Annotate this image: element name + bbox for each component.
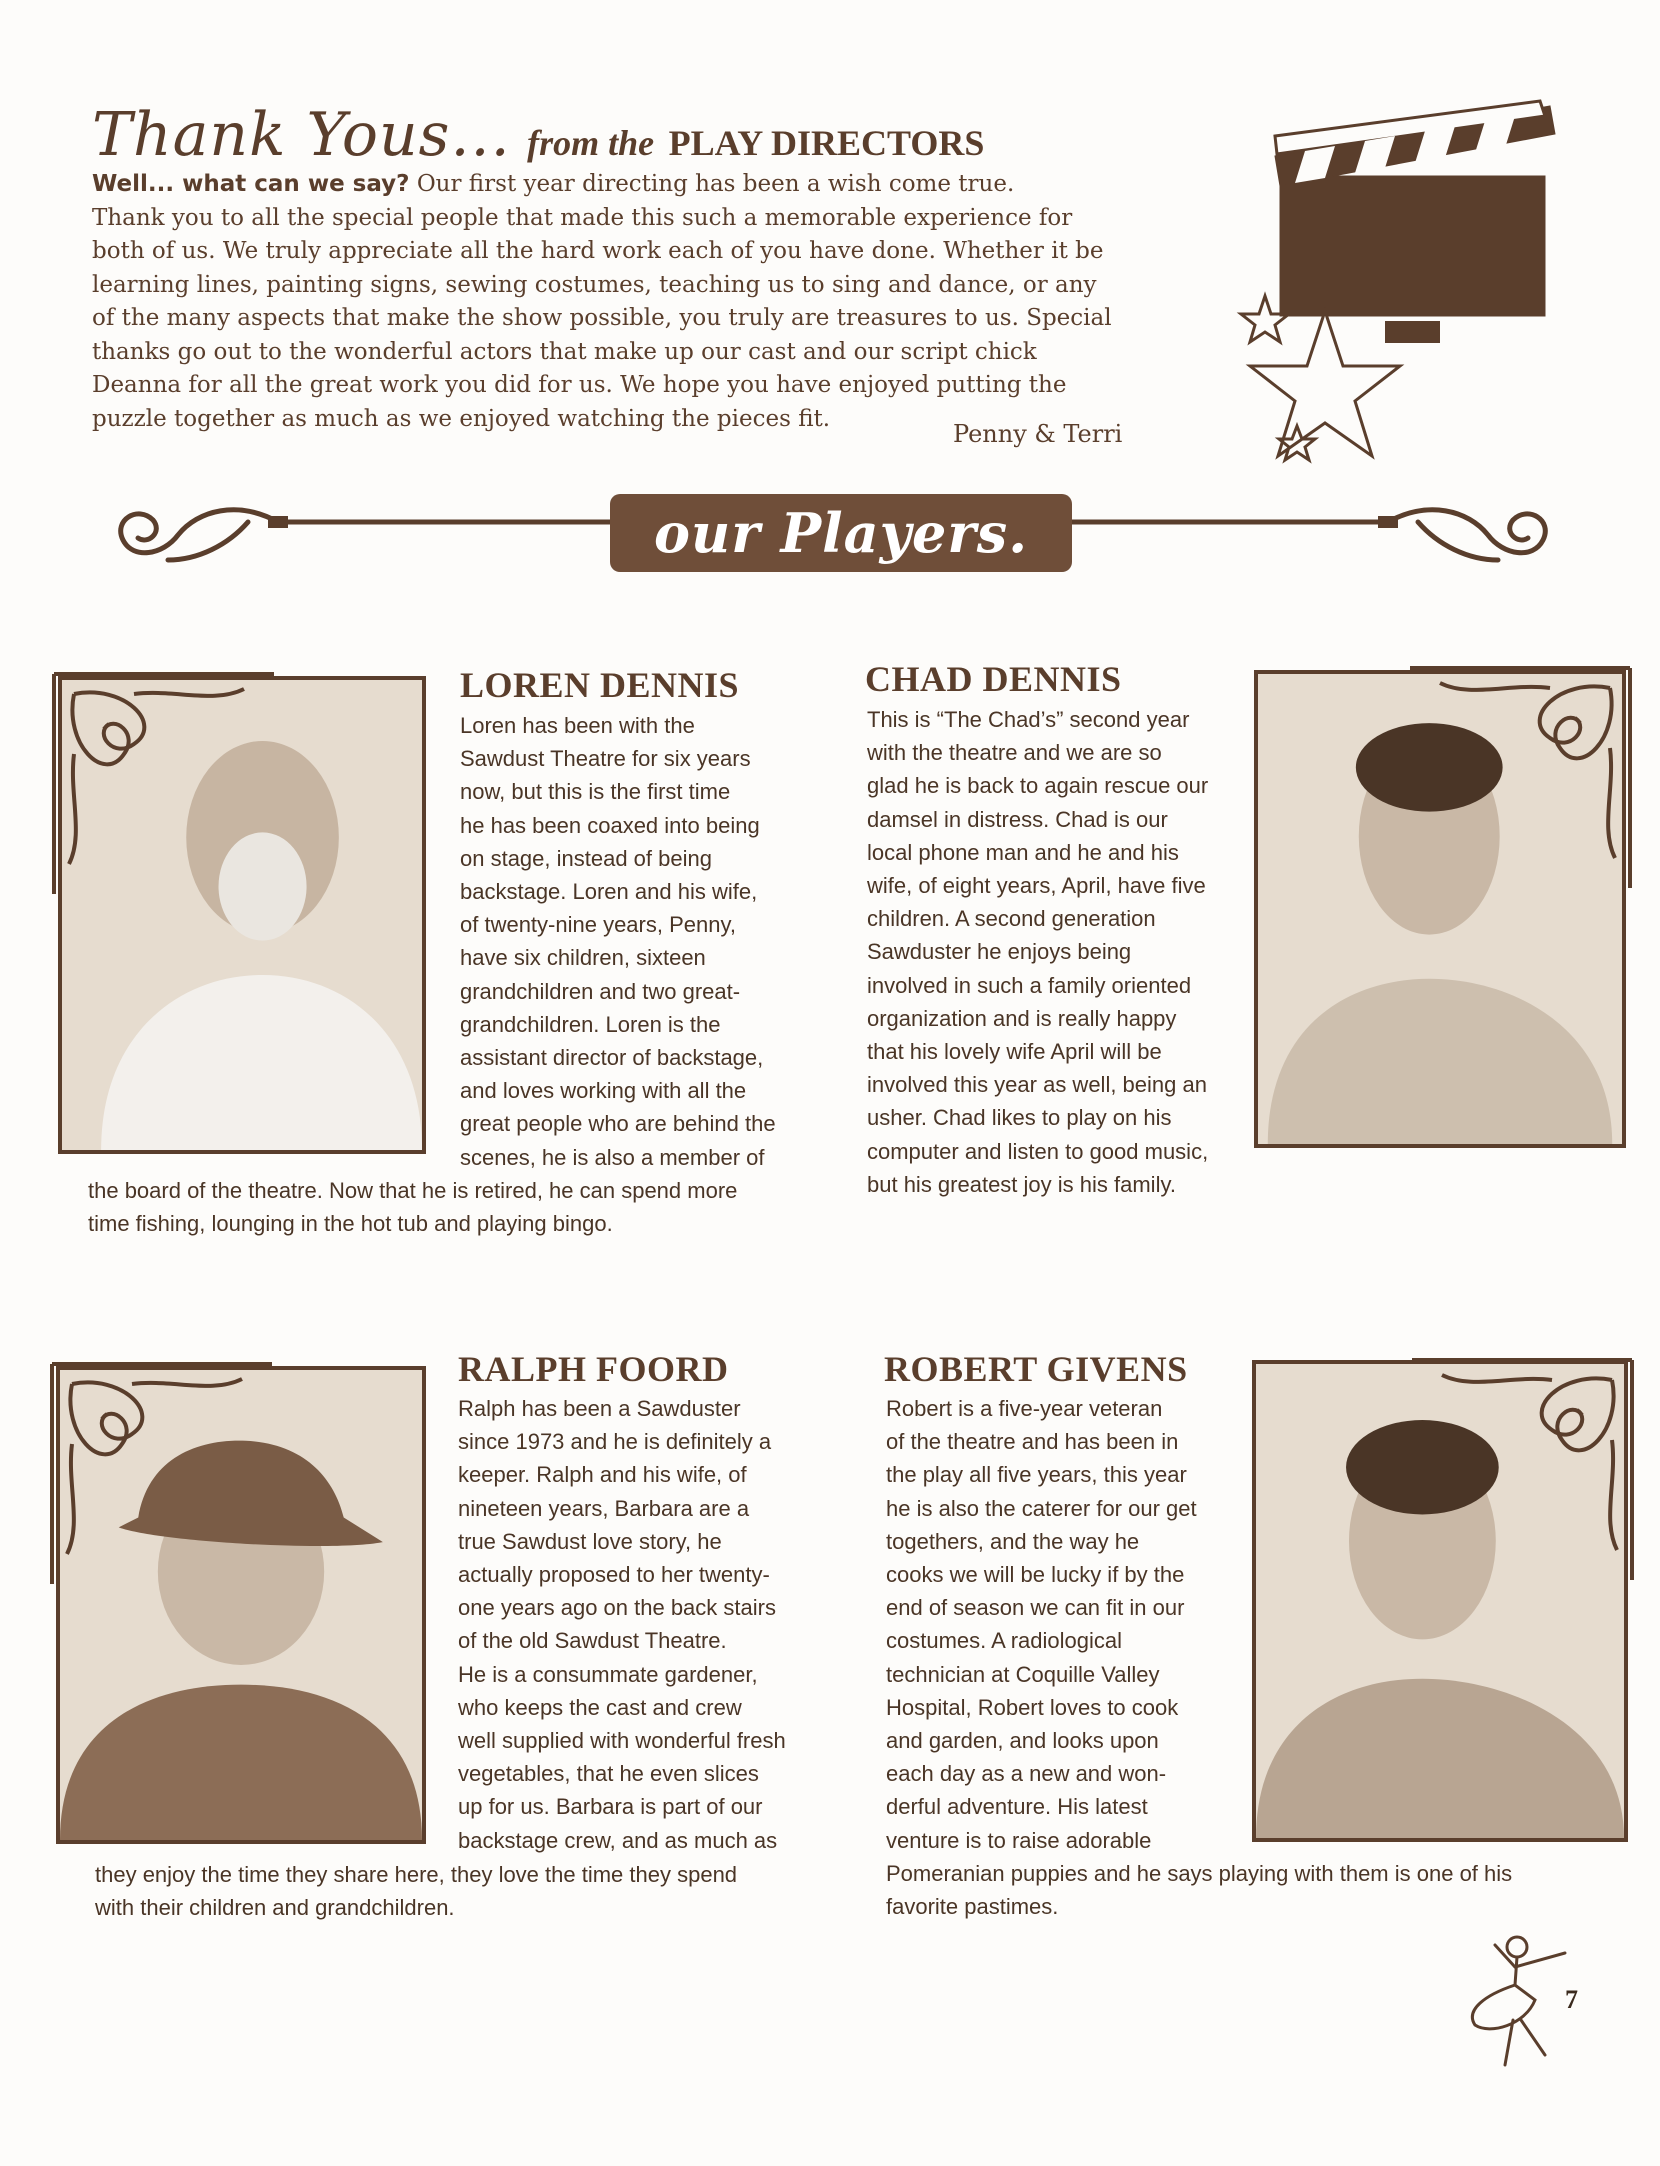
bio-line: glad he is back to again rescue our <box>867 773 1209 799</box>
player-bio <box>458 1392 786 1857</box>
bio-line: Sawduster he enjoys being <box>867 939 1132 965</box>
bio-line: one years ago on the back stairs <box>458 1595 776 1621</box>
thanks-line-text: Our first year directing has been a wish come true. <box>409 171 1015 197</box>
bio-line: Hospital, Robert loves to cook <box>886 1694 1179 1720</box>
portrait-placeholder-icon <box>1258 674 1622 1144</box>
players-banner: our Players. <box>610 494 1072 572</box>
bio-line: assistant director of backstage, <box>460 1045 764 1071</box>
ralph-photo <box>56 1366 426 1844</box>
bio-line: time fishing, lounging in the hot tub and playing bingo. <box>88 1211 613 1237</box>
bio-line: Pomeranian puppies and he says playing with them is one of his <box>886 1860 1513 1886</box>
bio-line: with the theatre and we are so <box>867 740 1162 766</box>
bio-line: he has been coaxed into being <box>460 812 760 838</box>
thanks-line: puzzle together as much as we enjoyed watching the pieces fit. <box>92 405 831 432</box>
bio-line: have six children, sixteen <box>460 945 706 971</box>
player-bio-continued <box>88 1174 737 1240</box>
bio-line: but his greatest joy is his family. <box>867 1171 1176 1197</box>
bio-line: technician at Coquille Valley <box>886 1661 1160 1687</box>
bio-line: well supplied with wonderful fresh <box>458 1728 786 1754</box>
player-bio-continued <box>95 1858 737 1924</box>
bio-line: backstage crew, and as much as <box>458 1827 778 1853</box>
bio-line: he is also the caterer for our get <box>886 1495 1197 1521</box>
player-name: ROBERT GIVENS <box>884 1349 1188 1389</box>
bio-line: involved in such a family oriented <box>867 972 1192 998</box>
bio-line: keeper. Ralph and his wife, of <box>458 1462 747 1488</box>
bio-line: on stage, instead of being <box>460 845 712 871</box>
bio-line: involved this year as well, being an <box>867 1072 1207 1098</box>
bio-line: favorite pastimes. <box>886 1894 1059 1920</box>
bio-line: damsel in distress. Chad is our <box>867 806 1168 832</box>
bio-line: nineteen years, Barbara are a <box>458 1495 750 1521</box>
bio-line: with their children and grandchildren. <box>95 1895 455 1921</box>
thanks-line: Thank you to all the special people that made this such a memorable experience for <box>92 204 1073 231</box>
robert-photo <box>1252 1360 1628 1842</box>
bio-line: great people who are behind the <box>460 1111 776 1137</box>
player-name: LOREN DENNIS <box>460 665 740 705</box>
bio-line: venture is to raise adorable <box>886 1827 1152 1853</box>
bio-line: costumes. A radiological <box>886 1628 1123 1654</box>
player-name: RALPH FOORD <box>458 1349 729 1389</box>
bio-line: grandchildren. Loren is the <box>460 1011 721 1037</box>
bio-line: computer and listen to good music, <box>867 1138 1209 1164</box>
bio-line: organization and is really happy <box>867 1005 1177 1031</box>
thanks-lead: Well... what can we say? <box>92 171 410 197</box>
chad-photo <box>1254 670 1626 1148</box>
bio-line: Sawdust Theatre for six years <box>460 746 751 772</box>
thanks-line: Deanna for all the great work you did for us. We hope you have enjoyed putting the <box>92 372 1067 398</box>
bio-line: scenes, he is also a member of <box>460 1144 765 1170</box>
bio-line: Robert is a five-year veteran <box>886 1396 1163 1421</box>
bio-line: Ralph has been a Sawduster <box>458 1396 741 1421</box>
bio-line: and loves working with all the <box>460 1078 747 1104</box>
bio-line: Loren has been with the <box>460 713 695 738</box>
bio-line: up for us. Barbara is part of our <box>458 1794 763 1820</box>
thanks-line: of the many aspects that make the show possible, you truly are treasures to us. Special <box>92 305 1112 331</box>
thanks-directors-text: PLAY DIRECTORS <box>668 123 985 163</box>
bio-line: backstage. Loren and his wife, <box>460 879 758 905</box>
bio-line: This is “The Chad’s” second year <box>867 707 1190 732</box>
bio-line: of the old Sawdust Theatre. <box>458 1628 727 1654</box>
bio-line: of twenty-nine years, Penny, <box>460 912 736 938</box>
bio-line: usher. Chad likes to play on his <box>867 1105 1172 1131</box>
bio-line: derful adventure. His latest <box>886 1794 1148 1820</box>
thanks-script-title: Thank Yous... <box>92 100 511 170</box>
portrait-placeholder-icon <box>1256 1364 1624 1838</box>
bio-line: each day as a new and won- <box>886 1761 1167 1787</box>
bio-line: He is a consummate gardener, <box>458 1661 758 1687</box>
bio-line: of the theatre and has been in <box>886 1429 1179 1455</box>
player-bio <box>460 709 776 1174</box>
bio-line: children. A second generation <box>867 906 1156 932</box>
bio-line: since 1973 and he is definitely a <box>458 1429 772 1455</box>
thanks-body <box>92 168 1242 436</box>
bio-line: end of season we can fit in our <box>886 1595 1185 1621</box>
bio-line: and garden, and looks upon <box>886 1728 1159 1754</box>
bio-line: the play all five years, this year <box>886 1462 1187 1488</box>
loren-photo <box>58 676 426 1154</box>
player-bio <box>867 703 1208 1201</box>
bio-line: wife, of eight years, April, have five <box>867 873 1206 899</box>
bio-line: the board of the theatre. Now that he is retired, he can spend more <box>88 1178 738 1203</box>
thanks-line: thanks go out to the wonderful actors that make up our cast and our script chick <box>92 338 1037 365</box>
portrait-placeholder-icon <box>60 1370 422 1840</box>
bio-line: actually proposed to her twenty- <box>458 1562 770 1588</box>
bio-line: now, but this is the first time <box>460 779 731 805</box>
page-number: 7 <box>1565 1985 1578 2014</box>
thanks-line: learning lines, painting signs, sewing costumes, teaching us to sing and dance, or any <box>92 271 1097 298</box>
bio-line: that his lovely wife April will be <box>867 1039 1162 1065</box>
bio-line: cooks we will be lucky if by the <box>886 1562 1185 1588</box>
bio-line: local phone man and he and his <box>867 839 1179 865</box>
thanks-signoff: Penny & Terri <box>953 420 1123 448</box>
bio-line: togethers, and the way he <box>886 1528 1140 1554</box>
thanks-heading <box>92 100 984 170</box>
bio-line: who keeps the cast and crew <box>458 1694 742 1720</box>
player-name: CHAD DENNIS <box>865 659 1122 699</box>
clapperboard-icon <box>1235 96 1570 471</box>
bio-line: they enjoy the time they share here, they love the time they spend <box>95 1862 738 1887</box>
thanks-line: both of us. We truly appreciate all the hard work each of you have done. Whether it be <box>92 238 1104 264</box>
bio-line: true Sawdust love story, he <box>458 1528 722 1554</box>
bio-line: vegetables, that he even slices <box>458 1761 759 1787</box>
thanks-line <box>92 168 1242 202</box>
thanks-from-text: from the <box>527 123 655 163</box>
portrait-placeholder-icon <box>62 680 422 1150</box>
bio-line: grandchildren and two great- <box>460 978 741 1004</box>
